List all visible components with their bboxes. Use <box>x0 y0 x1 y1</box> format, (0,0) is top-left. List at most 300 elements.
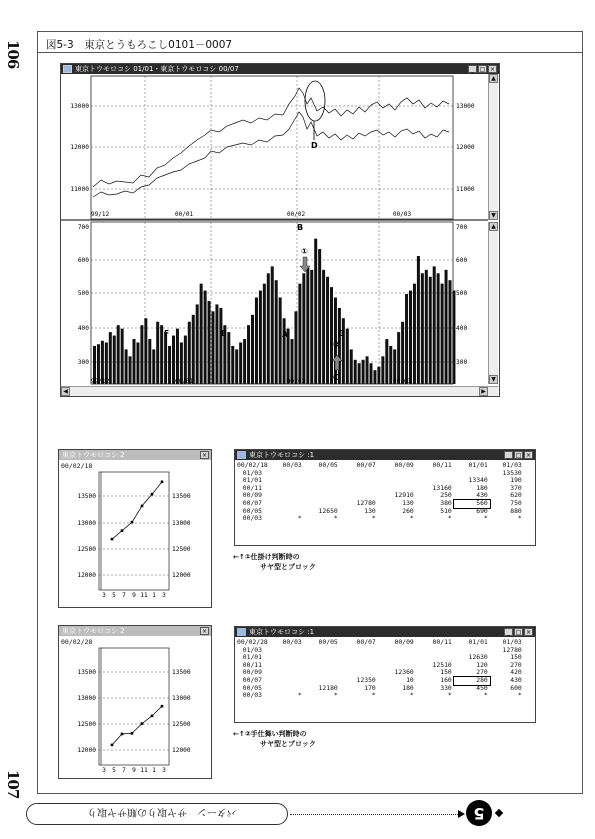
mini-series-point <box>151 715 154 718</box>
scroll-right-button[interactable]: ▶ <box>479 387 488 396</box>
caption-1-line-2: サヤ型とブロック <box>260 563 316 571</box>
table-cell: 12780 <box>356 498 376 507</box>
table-cell <box>270 492 304 500</box>
table-cell: * <box>447 691 452 700</box>
mini1-y-tick-left: 13500 <box>77 493 96 500</box>
table-cell: 250 <box>440 491 452 500</box>
mini-window-1-titlebar[interactable] <box>59 450 211 460</box>
table-cell: 560 <box>454 500 490 508</box>
spread-bar <box>184 336 187 384</box>
spread-bar <box>136 342 139 384</box>
table-cell <box>340 470 378 478</box>
mini-x-tick: 9 <box>132 592 136 599</box>
table-header-cell: 00/09 <box>394 638 414 646</box>
bottom-y-tick-left: 300 <box>77 359 89 366</box>
mini-chart-2-svg <box>59 646 211 778</box>
spread-bar <box>405 294 408 384</box>
main-window-titlebar[interactable] <box>61 64 499 74</box>
spread-bar <box>409 291 412 384</box>
spread-bar <box>354 360 357 384</box>
top-x-tick: 00/02 <box>287 211 306 218</box>
table-cell: 13530 <box>502 468 522 477</box>
table-cell <box>378 654 416 662</box>
table-header-cell: 00/05 <box>318 638 338 646</box>
spread-bar <box>196 304 199 384</box>
table-window-2-title: 東京トウモロコシ :1 <box>249 628 315 636</box>
spread-bar <box>259 291 262 384</box>
table-cell <box>340 477 378 485</box>
top-y-tick-left: 11000 <box>70 186 89 193</box>
table-cell <box>304 477 340 485</box>
table-row <box>235 515 524 523</box>
spread-bar <box>449 280 452 384</box>
table-cell <box>304 485 340 493</box>
spread-table <box>235 639 524 700</box>
table-row <box>235 692 524 700</box>
table-cell: 12650 <box>318 506 338 515</box>
spread-bar <box>362 360 365 384</box>
title-divider <box>37 52 582 53</box>
table-cell <box>270 470 304 478</box>
mini1-y-tick-left: 12500 <box>77 546 96 553</box>
table-cell: 260 <box>402 506 414 515</box>
window-table-icon <box>237 451 246 459</box>
spread-bar <box>385 339 388 384</box>
spread-bar <box>441 284 444 384</box>
mini1-y-tick-right: 13000 <box>172 520 191 527</box>
footer-arrow-icon <box>458 810 465 818</box>
table-cell: * <box>297 514 302 523</box>
page-number-top: 106 <box>4 40 22 69</box>
mini-window-2-title: 東京トウモロコシ 2 <box>62 627 125 635</box>
spread-table-2 <box>235 639 524 700</box>
spread-bar <box>370 363 373 384</box>
scroll-up-button-2[interactable]: ▲ <box>489 222 498 231</box>
spread-bar <box>275 280 278 384</box>
spread-bar <box>433 266 436 384</box>
table-cell: 10 <box>406 675 414 684</box>
figure-title: 図5-3 東京とうもろこし0101－0007 <box>46 39 233 51</box>
main-chart-window <box>60 63 500 397</box>
marker-e: E <box>221 329 227 338</box>
table-cell <box>340 485 378 493</box>
mini-x-tick: 3 <box>102 592 106 599</box>
spread-bar <box>310 270 313 384</box>
main-chart-svg <box>61 74 488 386</box>
top-chart-grid <box>91 76 453 219</box>
minimize-button[interactable]: _ <box>504 628 513 636</box>
scroll-up-button[interactable]: ▲ <box>489 74 498 83</box>
table-cell: * <box>409 691 414 700</box>
table-row-label: 00/09 <box>242 491 263 500</box>
table-cell: 12360 <box>394 668 414 677</box>
top-x-tick: 99/12 <box>91 211 110 218</box>
spread-bar <box>366 356 369 384</box>
price-line-0007 <box>93 112 449 197</box>
spread-bar <box>429 277 432 384</box>
mini-x-tick: 3 <box>162 767 166 774</box>
mini1-y-tick-right: 12500 <box>172 546 191 553</box>
caption-1 <box>233 552 316 572</box>
scroll-down-button[interactable]: ▼ <box>489 211 498 220</box>
table-row <box>235 508 524 516</box>
table-cell <box>416 647 454 655</box>
table-header-cell: 00/11 <box>432 461 452 469</box>
table-cell: 12350 <box>356 675 376 684</box>
mini1-y-tick-right: 13500 <box>172 493 191 500</box>
mini-series-point <box>111 538 114 541</box>
table-cell <box>304 662 340 670</box>
spread-bar <box>164 332 167 384</box>
spread-bar <box>350 349 353 384</box>
top-y-tick-left: 13000 <box>70 103 89 110</box>
spread-bar <box>113 336 116 384</box>
horizontal-scrollbar[interactable] <box>61 386 498 396</box>
scroll-down-button-2[interactable]: ▼ <box>489 375 498 384</box>
table-cell <box>270 662 304 670</box>
table-cell <box>270 669 304 677</box>
table-cell: * <box>371 514 376 523</box>
table-cell: 13340 <box>468 476 488 485</box>
top-chart-plot-area <box>91 76 453 219</box>
scroll-left-button[interactable]: ◀ <box>61 387 70 396</box>
mini2-series <box>111 705 164 746</box>
spread-bar <box>421 273 424 384</box>
annotation-label-d: D <box>311 141 318 150</box>
spread-bar <box>318 249 321 384</box>
table-row-label: 00/05 <box>242 506 263 515</box>
spread-bar <box>176 329 179 384</box>
marker-circled-1: ① <box>301 247 308 256</box>
spread-bar <box>255 298 258 385</box>
spread-bar <box>279 298 282 385</box>
table-cell: 190 <box>510 476 522 485</box>
maximize-button[interactable]: □ <box>515 452 522 459</box>
spread-bar <box>140 325 143 384</box>
spread-bar <box>322 270 325 384</box>
table-row-label: 00/07 <box>242 675 263 684</box>
table-cell: 12630 <box>468 653 488 662</box>
table-cell: * <box>297 691 302 700</box>
spread-bar <box>267 273 270 384</box>
bottom-y-tick-left: 600 <box>77 257 89 264</box>
table-cell <box>270 477 304 485</box>
table-row-label: 00/11 <box>242 483 263 492</box>
top-y-tick-right: 11000 <box>456 186 475 193</box>
bottom-y-tick-left: 500 <box>77 290 89 297</box>
mini2-y-tick-right: 12000 <box>172 747 191 754</box>
spread-bar <box>227 332 230 384</box>
mini-series-point <box>131 521 134 524</box>
table-row-label: 00/05 <box>242 683 263 692</box>
table-header-cell: 01/03 <box>502 638 522 646</box>
maximize-button[interactable]: □ <box>479 66 486 73</box>
table-cell <box>304 669 340 677</box>
page-number-bottom: 107 <box>4 770 22 799</box>
spread-bar <box>247 325 250 384</box>
bottom-y-tick-right: 700 <box>456 224 468 231</box>
bottom-x-tick: 00/03 <box>393 378 412 385</box>
caption-2 <box>233 729 316 749</box>
table-cell: 280 <box>454 677 490 685</box>
table-cell <box>304 647 340 655</box>
mini-x-tick: 3 <box>162 592 166 599</box>
spread-bar <box>208 301 211 384</box>
spread-bar <box>212 311 215 384</box>
mini-x-tick: 11 <box>140 767 148 774</box>
top-x-tick: 00/01 <box>175 211 194 218</box>
spread-bar <box>346 329 349 384</box>
table-row-label: 01/01 <box>242 476 263 485</box>
mini-chart-window-1 <box>58 449 212 608</box>
spread-bar <box>302 273 305 384</box>
spread-bar <box>188 322 191 384</box>
spread-bar <box>129 356 132 384</box>
close-button[interactable]: × <box>201 452 208 459</box>
table-header-cell: 00/09 <box>394 461 414 469</box>
table-cell: * <box>517 691 522 700</box>
table-window-1-titlebar[interactable] <box>235 450 535 460</box>
table-cell <box>270 500 304 508</box>
table-header-row <box>235 639 524 647</box>
spread-bar <box>401 322 404 384</box>
mini-series-point <box>161 705 164 708</box>
caption-2-line-1: ←↑②手仕舞い判断時の <box>233 730 307 738</box>
bottom-x-tick: 00/02 <box>287 378 306 385</box>
table-cell <box>378 470 416 478</box>
spread-bar <box>243 339 246 384</box>
table-cell: * <box>371 691 376 700</box>
spread-bar <box>389 346 392 384</box>
table-window-1-title: 東京トウモロコシ :1 <box>249 451 315 459</box>
mini-x-tick: 9 <box>132 767 136 774</box>
table-header-cell: 00/07 <box>356 638 376 646</box>
spread-bar <box>168 346 171 384</box>
mini-series-line <box>112 482 162 539</box>
mini2-y-tick-right: 12500 <box>172 721 191 728</box>
mini-x-tick: 11 <box>140 592 148 599</box>
mini-x-tick: 5 <box>112 592 116 599</box>
mini2-y-tick-left: 12500 <box>77 721 96 728</box>
mini1-y-tick-left: 13000 <box>77 520 96 527</box>
close-button[interactable]: × <box>489 66 496 73</box>
table-row-label: 00/03 <box>242 514 263 523</box>
table-cell: * <box>483 691 488 700</box>
table-header-cell: 00/02/18 <box>237 461 268 469</box>
table-cell <box>270 654 304 662</box>
mini1-x-ticks <box>102 592 166 599</box>
window-chart-icon <box>63 65 72 73</box>
mini2-y-tick-left: 13500 <box>77 669 96 676</box>
table-cell <box>304 654 340 662</box>
window-table-icon <box>237 628 246 636</box>
table-cell: 510 <box>440 506 452 515</box>
spread-bar <box>283 318 286 384</box>
table-cell: 600 <box>510 683 522 692</box>
bottom-x-tick: 99/12 <box>91 378 110 385</box>
spread-bar <box>413 284 416 384</box>
table-row-label: 00/11 <box>242 660 263 669</box>
table-header-row <box>235 462 524 470</box>
mini-series-point <box>121 529 124 532</box>
table-cell: 160 <box>440 675 452 684</box>
table-row-label: 00/03 <box>242 691 263 700</box>
table-cell: 180 <box>476 483 488 492</box>
close-button[interactable]: × <box>201 628 208 635</box>
spread-bar <box>373 370 376 384</box>
table-header-cell: 00/05 <box>318 461 338 469</box>
table-cell <box>340 662 378 670</box>
mini-x-tick: 5 <box>112 767 116 774</box>
table-cell: 150 <box>510 653 522 662</box>
mini2-x-ticks <box>102 767 166 774</box>
maximize-button[interactable]: □ <box>515 629 522 636</box>
spread-bar <box>239 342 242 384</box>
table-cell: 330 <box>440 683 452 692</box>
spread-bar <box>200 284 203 384</box>
table-cell: 170 <box>364 683 376 692</box>
mini-series-point <box>111 744 114 747</box>
minimize-button[interactable]: _ <box>504 451 513 459</box>
spread-bar <box>144 318 147 384</box>
mini-series-point <box>141 505 144 508</box>
table-header-cell: 01/01 <box>468 461 488 469</box>
table-row-label: 01/03 <box>242 468 263 477</box>
bottom-y-tick-left: 700 <box>77 224 89 231</box>
table-cell <box>304 470 340 478</box>
table-cell <box>270 485 304 493</box>
spread-bar <box>215 304 218 384</box>
table-cell: * <box>333 514 338 523</box>
table-cell: 430 <box>476 491 488 500</box>
table-cell: 750 <box>510 498 522 507</box>
spread-bar <box>298 284 301 384</box>
spread-bar <box>204 291 207 384</box>
table-cell: 270 <box>510 660 522 669</box>
top-y-tick-right: 12000 <box>456 144 475 151</box>
table-header-cell: 00/03 <box>282 638 302 646</box>
table-cell: 420 <box>510 668 522 677</box>
spread-table-1 <box>235 462 524 523</box>
spread-bar <box>294 311 297 384</box>
table-row-label: 01/01 <box>242 653 263 662</box>
spread-table <box>235 462 524 523</box>
marker-circled-2: ② <box>333 340 340 349</box>
spread-bar <box>263 284 266 384</box>
mini-window-1-date: 00/02/18 <box>61 462 93 470</box>
mini1-y-tick-left: 12000 <box>77 572 96 579</box>
bottom-y-tick-left: 400 <box>77 325 89 332</box>
bottom-y-tick-right: 300 <box>456 359 468 366</box>
mini-window-2-date: 00/02/28 <box>61 638 93 646</box>
top-y-tick-right: 13000 <box>456 103 475 110</box>
table-cell: * <box>483 514 488 523</box>
mini-x-tick: 7 <box>122 767 126 774</box>
table-header-cell: 00/02/28 <box>237 638 268 646</box>
spread-bar <box>148 339 151 384</box>
spread-bar <box>121 329 124 384</box>
table-cell: 150 <box>440 668 452 677</box>
table-row <box>235 685 524 693</box>
spread-bar <box>117 325 120 384</box>
table-cell <box>378 647 416 655</box>
spread-bar <box>192 315 195 384</box>
table-cell <box>416 470 454 478</box>
spread-table-window-1 <box>234 449 536 546</box>
spread-bar <box>152 349 155 384</box>
table-cell: 120 <box>476 660 488 669</box>
table-cell <box>340 654 378 662</box>
table-cell <box>270 677 304 685</box>
mini2-y-tick-left: 12000 <box>77 747 96 754</box>
minimize-button[interactable]: _ <box>468 65 477 73</box>
table-header-cell: 00/03 <box>282 461 302 469</box>
spread-bar <box>330 287 333 384</box>
spread-bar <box>417 256 420 384</box>
spread-bar <box>452 291 455 384</box>
top-chart-scrollbar[interactable] <box>488 74 498 220</box>
spread-bar <box>251 315 254 384</box>
table-cell: 380 <box>440 498 452 507</box>
marker-c: C <box>333 373 339 382</box>
spread-bar <box>133 339 136 384</box>
marker-f: F <box>164 329 170 338</box>
spread-bar <box>231 346 234 384</box>
mini-x-tick: 1 <box>152 592 156 599</box>
mini2-y-tick-right: 13500 <box>172 669 191 676</box>
spread-bar <box>271 266 274 384</box>
price-line-0101 <box>93 88 449 187</box>
mini1-series <box>111 481 164 541</box>
table-cell <box>270 647 304 655</box>
close-button[interactable]: × <box>525 629 532 636</box>
mini-x-tick: 3 <box>102 767 106 774</box>
table-header-cell: 01/03 <box>502 461 522 469</box>
marker-g: G <box>338 329 345 338</box>
table-row-label: 01/03 <box>242 645 263 654</box>
table-cell: 450 <box>476 683 488 692</box>
spread-bar <box>160 325 163 384</box>
table-row-label: 00/09 <box>242 668 263 677</box>
table-cell: 880 <box>510 506 522 515</box>
table-cell: 620 <box>510 491 522 500</box>
bottom-chart-scrollbar[interactable] <box>488 222 498 384</box>
table-cell: 12910 <box>394 491 414 500</box>
close-button[interactable]: × <box>525 452 532 459</box>
mini-series-point <box>151 493 154 496</box>
table-window-2-titlebar[interactable] <box>235 627 535 637</box>
table-cell: 370 <box>510 483 522 492</box>
spread-bar <box>314 239 317 384</box>
mini-x-tick: 7 <box>122 592 126 599</box>
table-cell <box>340 647 378 655</box>
main-window-title: 東京トウモロコシ 01/01・東京トウモロコシ 00/07 <box>75 65 239 73</box>
table-cell: 130 <box>402 498 414 507</box>
footer-dotted-rule <box>290 814 460 815</box>
spread-bar <box>381 356 384 384</box>
spread-bar <box>445 270 448 384</box>
mini-chart-window-2 <box>58 625 212 779</box>
caption-2-line-2: サヤ型とブロック <box>260 740 316 748</box>
mini-series-point <box>161 481 164 484</box>
mini-series-line <box>112 706 162 745</box>
table-cell: 180 <box>402 683 414 692</box>
mini2-y-tick-left: 13000 <box>77 695 96 702</box>
table-cell: 12510 <box>432 660 452 669</box>
spread-bar <box>156 322 159 384</box>
mini-window-2-titlebar[interactable] <box>59 626 211 636</box>
table-header-cell: 00/11 <box>432 638 452 646</box>
